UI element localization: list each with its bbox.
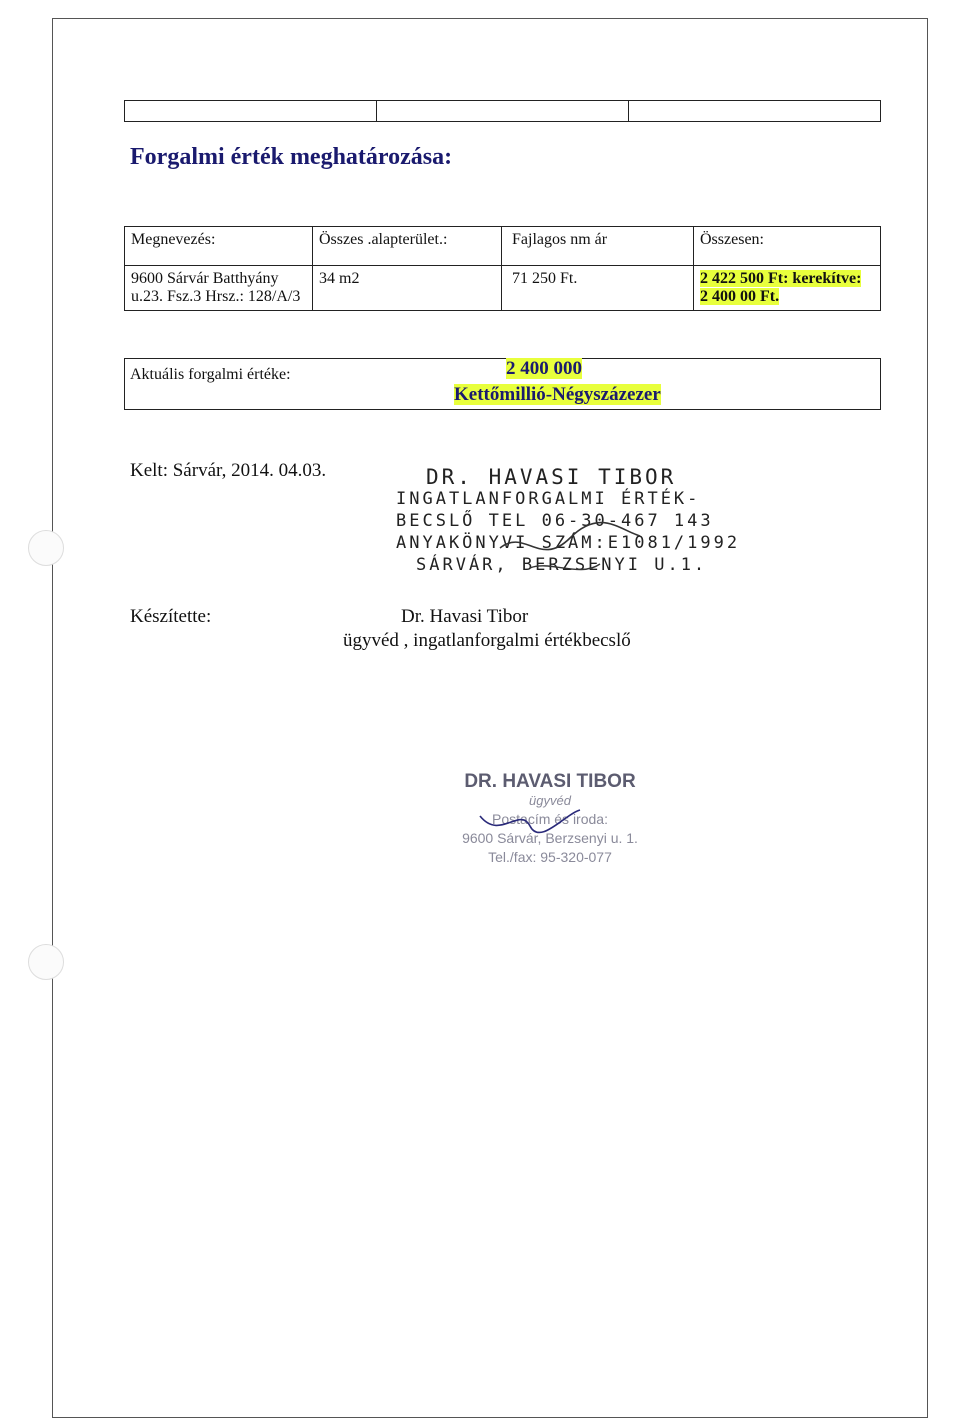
issue-date: Kelt: Sárvár, 2014. 04.03. [130,460,327,481]
table-header-row [125,227,881,266]
current-value-label: Aktuális forgalmi értéke: [130,366,291,383]
property-lot: u.23. Fsz.3 Hrsz.: 128/A/3 [131,288,301,305]
highlight-mark: 2 400 00 Ft. [700,288,780,305]
seal-line: Tel./fax: 95-320-077 [488,849,612,865]
preparer-role: ügyvéd , ingatlanforgalmi értékbecslő [343,630,631,651]
stamp-line: INGATLANFORGALMI ÉRTÉK- [396,489,701,509]
current-value-words: Kettőmillió-Négyszázezer [454,384,661,405]
header-cell: Fajlagos nm ár [502,227,694,266]
highlight-mark: 2 422 500 Ft: kerekítve: [700,270,862,287]
header-divider [376,101,377,121]
total-rounded [700,288,874,306]
page-title: Forgalmi érték meghatározása: [130,144,453,170]
total-value [700,270,874,288]
stamp-line: ANYAKÖNYVI SZÁM:E1081/1992 [396,533,741,553]
current-value-amount: 2 400 000 [506,358,582,379]
property-address: 9600 Sárvár Batthyány [131,270,279,287]
stamp-line: DR. HAVASI TIBOR [426,465,677,489]
stamp-line: BECSLŐ TEL 06-30-467 143 [396,511,714,531]
seal-line: DR. HAVASI TIBOR [464,771,636,792]
valuation-table [124,226,881,311]
property-cell [125,266,313,311]
header-cell: Megnevezés: [125,227,313,266]
stamp-line: SÁRVÁR, BERZSENYI U.1. [416,555,708,575]
total-cell [694,266,881,311]
punch-hole-bottom [28,944,64,980]
header-divider [628,101,629,121]
signature-mark [430,508,690,588]
area-cell: 34 m2 [313,266,502,311]
unit-price-cell: 71 250 Ft. [502,266,694,311]
seal-line: ügyvéd [529,793,571,808]
header-cell: Összesen: [694,227,881,266]
prepared-by-label: Készítette: [130,606,212,627]
preparer-name: Dr. Havasi Tibor [401,606,529,627]
seal-signature [470,796,590,846]
header-box [124,100,881,122]
punch-hole-top [28,530,64,566]
seal-line: 9600 Sárvár, Berzsenyi u. 1. [462,830,638,846]
header-cell: Összes .alapterület.: [313,227,502,266]
seal-line: Postacím és iroda: [492,811,608,827]
table-row [125,266,881,311]
